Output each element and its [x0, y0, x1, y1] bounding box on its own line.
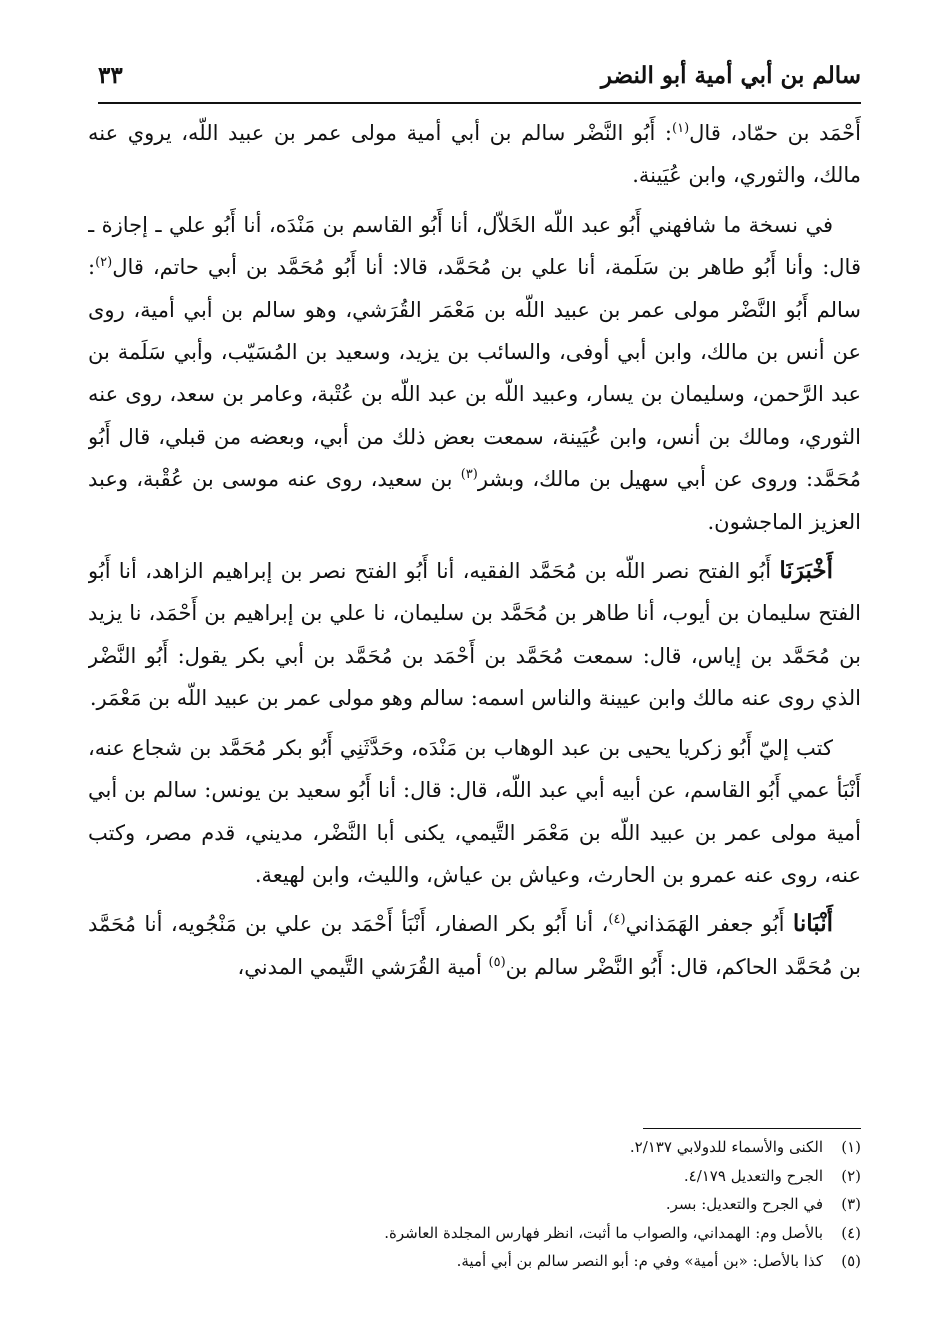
footnote-ref: (٣) [460, 467, 478, 483]
footnote-text: في الجرح والتعديل: بسر. [665, 1195, 823, 1214]
footnote-item [88, 1219, 861, 1248]
paragraph [88, 903, 861, 988]
text-run: أمية القُرَشي التَّيمي المدني، [237, 954, 489, 979]
text-run: : أَبُو النَّضْر سالم بن أبي أمية مولى عمر بن عبيد اللّه، يروي عنه مالك، والثوري، وابن عُيَينة. [88, 121, 861, 188]
footnote-item [88, 1247, 861, 1276]
paragraph [88, 550, 861, 720]
footnote-ref: (٥) [488, 954, 506, 970]
footnote-number: (١) [841, 1138, 861, 1156]
paragraph [88, 204, 861, 543]
text-run: أَحْمَد بن حمّاد، قال [689, 121, 861, 145]
footnote-text: الجرح والتعديل ٤/١٧٩. [683, 1166, 823, 1185]
footnote-divider [643, 1128, 861, 1129]
text-run: أَبُو الفتح نصر اللّه بن مُحَمَّد الفقيه، أنا أَبُو الفتح نصر بن إبراهيم الزاهد، أنا أَبُو الفتح سليمان بن أيوب، أنا طاهر بن مُحَمَّد بن سليمان، نا علي بن إبراهيم بن أَحْمَد، نا يزيد بن مُحَمَّد بن إياس، قال: سمعت مُحَمَّد بن أَحْمَد بن مُحَمَّد بن أبي بكر يقول: أَبُو النَّضْر الذي روى عنه مالك وابن عيينة والناس اسمه: سالم وهو مولى عمر بن عبيد اللّه بن مَعْمَر. [88, 559, 861, 711]
main-text [88, 112, 861, 1102]
page-number: ٣٣ [98, 62, 123, 89]
footnotes [88, 1133, 861, 1276]
paragraph-lead-word: أَخْبَرَنَا [779, 557, 833, 585]
footnote-ref: (٤) [608, 912, 626, 928]
footnote-item [88, 1190, 861, 1219]
footnote-text: كذا بالأصل: «بن أمية» وفي م: أبو النصر سالم بن أبي أمية. [456, 1252, 823, 1271]
text-run: كتب إليّ أَبُو زكريا يحيى بن عبد الوهاب بن مَنْدَه، وحَدَّثَنِي أَبُو بكر مُحَمَّد بن شجاع عنه، أَنْبَأ عمي أَبُو القاسم، عن أبيه أبي عبد اللّه، قال: قال: أنا أَبُو سعيد بن يونس: سالم بن أبي أمية مولى عمر بن عبيد اللّه بن مَعْمَر التَّيمي، يكنى أبا النَّضْر، مديني، قدم مصر، وكتب عنه، روى عنه عمرو بن الحارث، وعياش بن عياش، والليث، وابن لهيعة. [88, 735, 861, 887]
footnote-number: (٥) [841, 1252, 861, 1271]
footnote-number: (٢) [841, 1166, 861, 1185]
footnote-item [88, 1162, 861, 1191]
footnote-item [88, 1133, 861, 1162]
paragraph [88, 112, 861, 197]
text-run: : سالم أَبُو النَّضْر مولى عمر بن عبيد اللّه بن مَعْمَر القُرَشي، وهو سالم بن أبي أمية، روى عن أنس بن مالك، وابن أبي أوفى، والسائب بن يزيد، وسعيد بن المُسَيّب، وأبي سَلَمة بن عبد الرَّحمن، وسليمان بن يسار، وعبيد اللّه بن عبد اللّه بن عُتْبة، وعامر بن سعد، روى عنه الثوري، ومالك بن أنس، وابن عُيَينة، سمعت بعض ذلك من أبي، وبعضه من قبلي، قال أَبُو مُحَمَّد: وروى عن أبي سهيل بن مالك، وبشر [88, 255, 861, 492]
footnote-ref: (١) [672, 121, 690, 136]
text-run: ، أنا أَبُو بكر الصفار، أَنْبَأ أَحْمَد بن علي بن مَنْجُويه، أنا مُحَمَّد بن مُحَمَّد الحاكم، قال: أَبُو النَّضْر سالم بن [88, 912, 861, 979]
footnote-number: (٤) [841, 1223, 861, 1242]
text-run: في نسخة ما شافهني أَبُو عبد اللّه الخَلاّل، أنا أَبُو القاسم بن مَنْدَه، أنا أَبُو علي ـ إجازة ـ قال: وأنا أَبُو طاهر بن سَلَمة، أنا علي بن مُحَمَّد، قالا: أنا أَبُو مُحَمَّد بن أبي حاتم، قال [88, 212, 861, 280]
footnote-ref: (٢) [95, 255, 113, 271]
page-header [98, 58, 861, 104]
footnote-number: (٣) [841, 1195, 861, 1214]
text-run: أَبُو جعفر الهَمَذاني [625, 912, 793, 937]
running-title: سالم بن أبي أمية أبو النضر [600, 62, 861, 89]
footnote-text: الكنى والأسماء للدولابي ٢/١٣٧. [629, 1138, 823, 1156]
paragraph-lead-word: أَنْبَانا [792, 910, 833, 938]
footnote-text: بالأصل وم: الهمداني، والصواب ما أثبت، انظر فهارس المجلدة العاشرة. [384, 1223, 823, 1242]
paragraph [88, 727, 861, 897]
text-run: بن سعيد، روى عنه موسى بن عُقْبة، وعبد العزيز الماجشون. [88, 467, 861, 534]
